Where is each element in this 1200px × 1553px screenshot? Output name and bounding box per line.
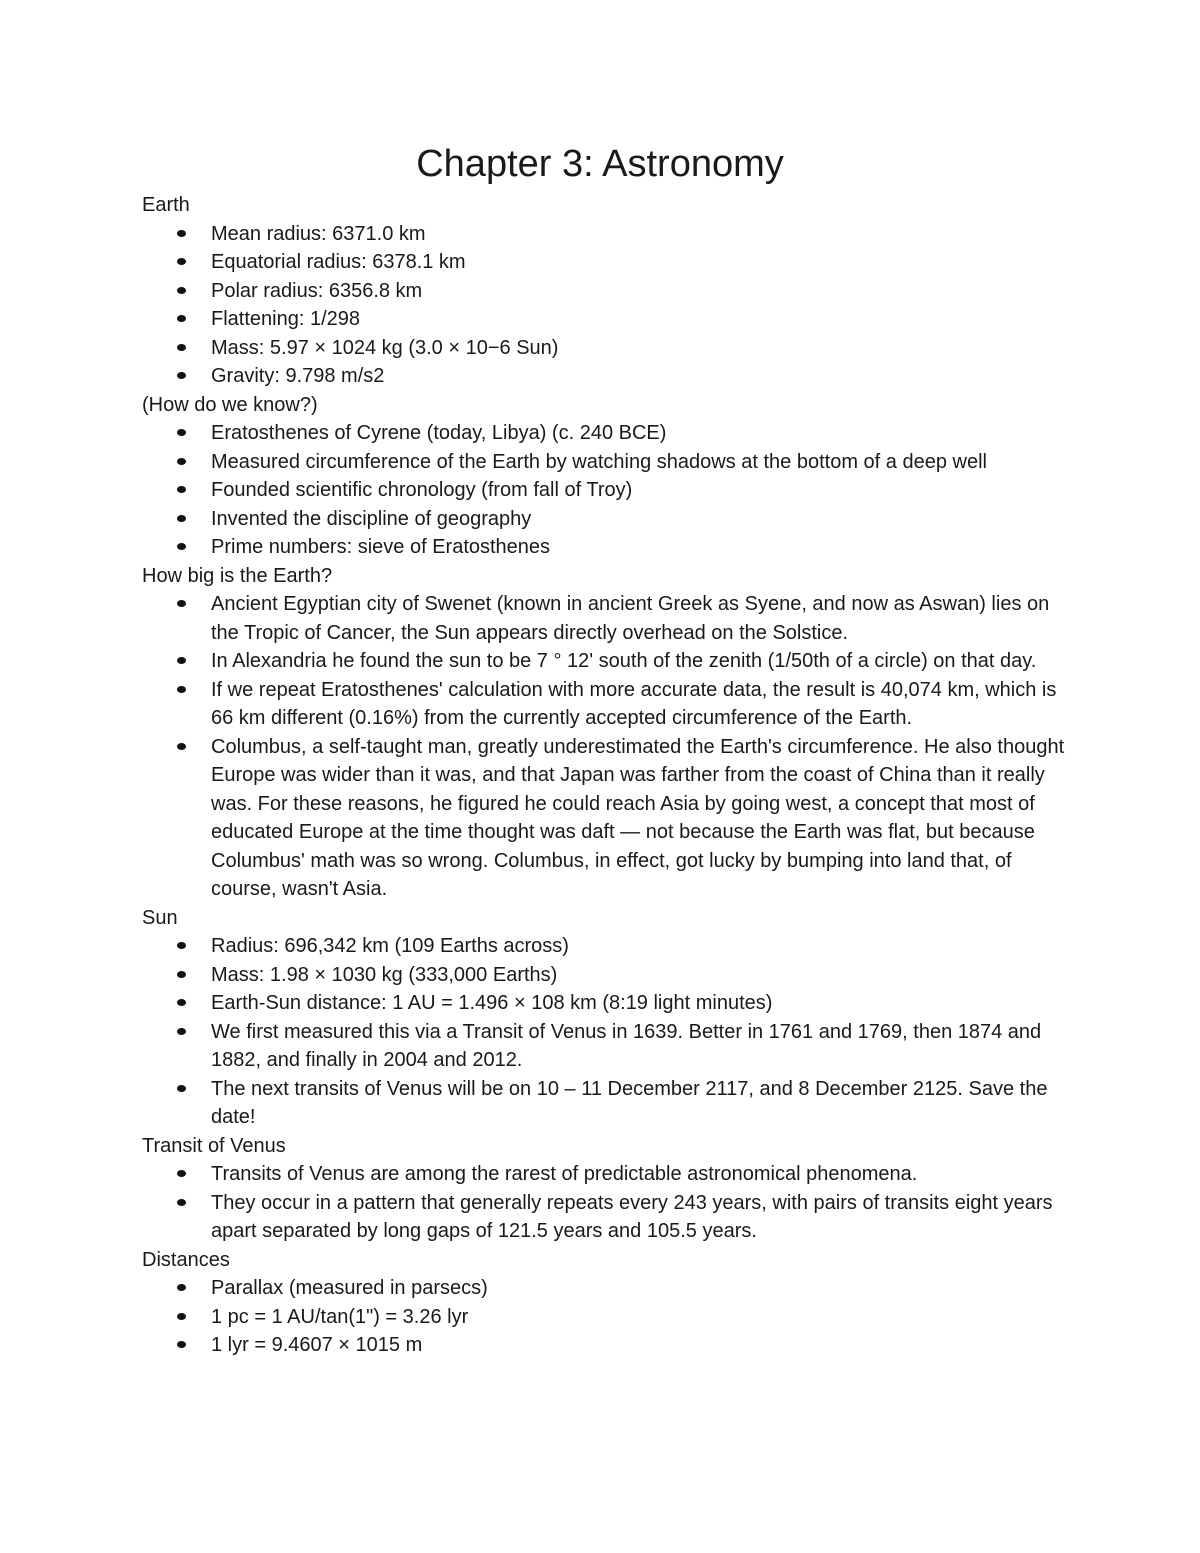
list-item [211, 220, 1082, 249]
list-item [211, 961, 1082, 990]
list-item [211, 1189, 1082, 1246]
page-title: Chapter 3: Astronomy [416, 143, 784, 185]
list-item-text: Parallax (measured in parsecs) [211, 1277, 488, 1299]
bullet-icon [177, 1313, 186, 1320]
bullet-icon [177, 686, 186, 693]
list-item [211, 647, 1082, 676]
bullet-icon [177, 287, 186, 294]
list-item-text: 1 pc = 1 AU/tan(1") = 3.26 lyr [211, 1305, 469, 1328]
bullet-icon [177, 543, 186, 550]
list-item [211, 419, 1082, 448]
list-item-text: The next transits of Venus will be on 10 – 11 December 2117, and 8 December 2125. Save the date! [211, 1077, 1048, 1128]
list-item [211, 1274, 1082, 1303]
list-item [211, 1160, 1082, 1189]
bullet-icon [177, 1199, 186, 1206]
bullet-icon [177, 1028, 186, 1035]
list-item-text: Gravity: 9.798 m/s2 [211, 365, 385, 387]
section-heading: (How do we know?) [142, 393, 318, 416]
list-item [211, 1331, 1082, 1360]
bullet-icon [177, 1341, 186, 1348]
bullet-icon [177, 971, 186, 978]
section-heading: Distances [142, 1248, 230, 1271]
list-item [211, 305, 1082, 334]
list-item-text: Transits of Venus are among the rarest of predictable astronomical phenomena. [211, 1163, 918, 1185]
list-item [211, 277, 1082, 306]
list-item [211, 533, 1082, 562]
list-item-text: 1 lyr = 9.4607 × 1015 m [211, 1334, 423, 1356]
list-item-text: Mean radius: 6371.0 km [211, 222, 426, 245]
list-item-text: Founded scientific chronology (from fall of Troy) [211, 479, 633, 501]
bullet-list [142, 590, 1082, 904]
bullet-icon [177, 458, 186, 465]
bullet-list [142, 419, 1082, 562]
bullet-list [142, 932, 1082, 1132]
list-item-text: Eratosthenes of Cyrene (today, Libya) (c. 240 BCE) [211, 422, 667, 444]
list-item [211, 1075, 1082, 1132]
list-item-text: Columbus, a self-taught man, greatly underestimated the Earth's circumference. He also thought Europe was wider than it was, and that Japan was farther from the coast of China than it really was. For these reasons, he figured he could reach Asia by going west, a concept that most of educated Europe at the time thought was daft — not because the Earth was flat, but because Columbus' math was so wrong. Columbus, in effect, got lucky by bumping into land that, of course, wasn't Asia. [211, 735, 1065, 900]
list-item-text: Equatorial radius: 6378.1 km [211, 251, 466, 273]
bullet-icon [177, 372, 186, 379]
list-item-text: Invented the discipline of geography [211, 507, 532, 530]
section-heading: Sun [142, 906, 178, 929]
list-item-text: If we repeat Eratosthenes' calculation with more accurate data, the result is 40,074 km, which is 66 km different (0.16%) from the currently accepted circumference of the Earth. [211, 678, 1057, 729]
list-item-text: Earth-Sun distance: 1 AU = 1.496 × 108 km (8:19 light minutes) [211, 992, 773, 1014]
bullet-icon [177, 600, 186, 607]
list-item-text: Mass: 1.98 × 1030 kg (333,000 Earths) [211, 963, 558, 986]
section-heading: Earth [142, 194, 190, 216]
bullet-icon [177, 258, 186, 265]
bullet-icon [177, 515, 186, 522]
list-item [211, 733, 1082, 904]
section-how-big [142, 562, 1082, 904]
list-item [211, 362, 1082, 391]
bullet-icon [177, 315, 186, 322]
list-item-text: Ancient Egyptian city of Swenet (known in ancient Greek as Syene, and now as Aswan) lies on the Tropic of Cancer, the Sun appears directly overhead on the Solstice. [211, 593, 1050, 644]
bullet-list [142, 1274, 1082, 1360]
list-item-text: We first measured this via a Transit of Venus in 1639. Better in 1761 and 1769, then 1874 and 1882, and finally in 2004 and 2012. [211, 1020, 1042, 1071]
list-item-text: Mass: 5.97 × 1024 kg (3.0 × 10−6 Sun) [211, 336, 559, 359]
list-item [211, 476, 1082, 505]
bullet-icon [177, 344, 186, 351]
section-heading: How big is the Earth? [142, 564, 333, 587]
section-sun [142, 904, 1082, 1132]
list-item-text: Flattening: 1/298 [211, 308, 360, 330]
bullet-list [142, 1160, 1082, 1246]
section-distances [142, 1246, 1082, 1360]
bullet-icon [177, 1085, 186, 1092]
list-item [211, 448, 1082, 477]
bullet-list [142, 220, 1082, 391]
bullet-icon [177, 743, 186, 750]
list-item [211, 989, 1082, 1018]
bullet-icon [177, 1284, 186, 1291]
bullet-icon [177, 1170, 186, 1177]
list-item-text: Measured circumference of the Earth by watching shadows at the bottom of a deep well [211, 450, 987, 473]
list-item-text: Radius: 696,342 km (109 Earths across) [211, 935, 569, 957]
bullet-icon [177, 657, 186, 664]
list-item-text: They occur in a pattern that generally repeats every 243 years, with pairs of transits eight years apart separated by long gaps of 121.5 years and 105.5 years. [211, 1191, 1053, 1242]
document-body [142, 191, 1082, 1360]
list-item-text: In Alexandria he found the sun to be 7 ° 12' south of the zenith (1/50th of a circle) on that day. [211, 650, 1037, 672]
list-item [211, 676, 1082, 733]
bullet-icon [177, 486, 186, 493]
list-item [211, 248, 1082, 277]
section-transit-of-venus [142, 1132, 1082, 1246]
bullet-icon [177, 429, 186, 436]
list-item [211, 1018, 1082, 1075]
list-item-text: Polar radius: 6356.8 km [211, 279, 423, 302]
section-earth [142, 191, 1082, 391]
list-item [211, 334, 1082, 363]
list-item [211, 932, 1082, 961]
section-heading: Transit of Venus [142, 1134, 286, 1157]
list-item [211, 590, 1082, 647]
list-item [211, 1303, 1082, 1332]
bullet-icon [177, 942, 186, 949]
bullet-icon [177, 230, 186, 237]
section-how-do-we-know [142, 391, 1082, 562]
bullet-icon [177, 999, 186, 1006]
list-item-text: Prime numbers: sieve of Eratosthenes [211, 536, 551, 558]
list-item [211, 505, 1082, 534]
